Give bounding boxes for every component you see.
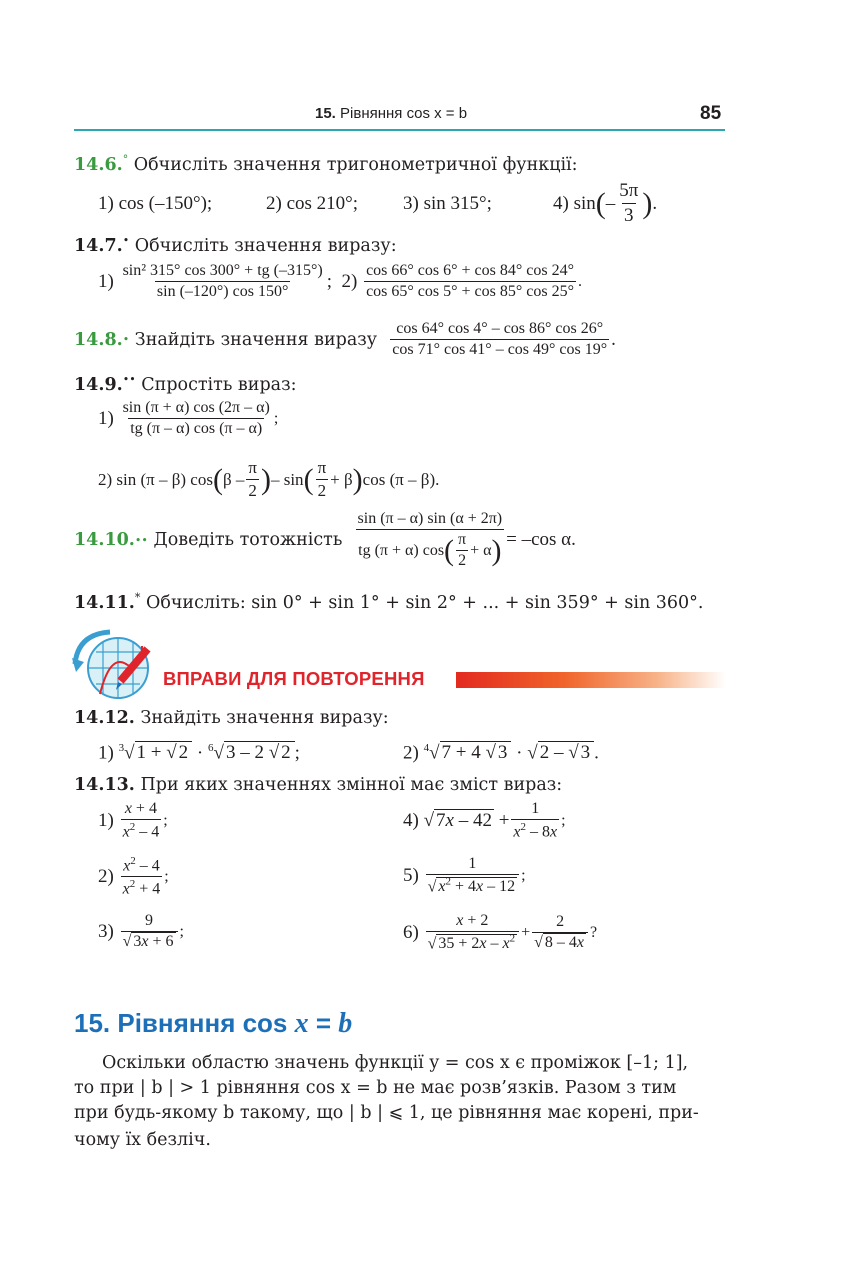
section-15-title: 15. Рівняння cos x = b [74,1008,353,1039]
exercise-14-10: 14.10. •• Доведіть тотожність sin (π – α) sin (α + 2π) tg (π + α) cos ( $\frac{\pi}{2}$ + α ) = –cos α. [74,510,576,569]
exercise-14-13: 14.13. При яких значеннях змінної має зміст вираз: [74,775,563,795]
exercise-globe-icon [70,624,175,704]
ex14-6-item1: 1) cos (–150°); [98,193,213,214]
para-line-1: Оскільки областю значень функції y = cos x є проміжок [–1; 1], [102,1053,689,1073]
para-line-4: чому їх безліч. [74,1130,211,1150]
para-line-2: то при | b | > 1 рівняння cos x = b не має розв’язків. Разом з тим [74,1078,677,1098]
para-line-3: при будь-якому b такому, що | b | ⩽ 1, це рівняння має корені, при- [74,1103,699,1123]
ex14-13-item2: 2) $\frac{x^2 - 4}{x^2 + 4}$ ; [98,855,169,898]
exercise-14-9: 14.9.•• Спростіть вираз: [74,373,297,395]
ex14-13-item5: 5) $\frac{1}{√ x^2 + 4x - 12}$ ; [403,855,526,896]
ex14-13-item4: 4) √ 7x – 42 + $\frac{1}{x^2 - 8x}$ ; [403,800,566,841]
page-number: 85 [700,103,722,124]
exercise-14-7: 14.7.• Обчисліть значення виразу: [74,234,397,256]
ex14-7-items: 1) $\frac{\text{sin² 315° cos 300° + tg (–315°)}}{\sin (-120^\circ) \cos 150^\circ}$ ; 2) $\frac{\cos 66^\circ \cos 6^\circ + \cos 84^\circ \cos 24^\circ}{\cos 65^\circ \cos 5^\circ + \cos 85^\circ \cos 25^\circ}$ . [98,262,582,300]
ex14-6-item4: 4) sin ( – $\frac{5\pi}{3}$ ) . [553,180,658,226]
exercise-14-6: 14.6.° Обчисліть значення тригонометричної функції: [74,153,578,175]
exercise-14-11: 14.11.* Обчисліть: sin 0° + sin 1° + sin 2° + ... + sin 359° + sin 360°. [74,591,704,613]
ex14-9-item1: 1) $\frac{\sin (\pi + \alpha) \cos (2\pi - \alpha)}{tg (\pi - \alpha) \cos (\pi - \alpha)}$ ; [98,399,279,437]
ex14-12-item1: 1) $^3$√ 1 + √ 2 · $^6$√ 3 – 2 √ 2 ; [98,742,300,764]
exercise-14-12: 14.12. Знайдіть значення виразу: [74,708,389,728]
ex14-13-item3: 3) $\frac{9}{√ 3x + 6}$ ; [98,912,184,950]
running-header: 15. Рівняння cos x = b [315,105,468,122]
ex14-6-item3: 3) sin 315°; [403,193,492,214]
ex14-6-item2: 2) cos 210°; [266,193,359,214]
header-rule [74,129,725,131]
repetition-title: ВПРАВИ ДЛЯ ПОВТОРЕННЯ [163,668,425,689]
repetition-bar [456,672,726,688]
ex14-13-item6: 6) $\frac{x + 2}{√ 35 + 2x - x^2}$ + $\frac{2}{√ 8 - 4x}$ ? [403,912,598,953]
ex14-13-item1: 1) $\frac{x + 4}{x^2 - 4}$ ; [98,800,168,841]
exercise-14-8: 14.8. • Знайдіть значення виразу $\frac{\cos 64^\circ \cos 4^\circ - \cos 86^\circ \cos 26^\circ}{\cos 71^\circ \cos 41^\circ - \cos 49^\circ \cos 19^\circ}$ . [74,320,616,358]
ex14-9-item2: 2) sin (π – β) cos ( β – $\frac{\pi}{2}$ ) – sin ( $\frac{\pi}{2}$ + β ) cos (π – β). [98,458,440,500]
ex14-12-item2: 2) $^4$√ 7 + 4 √ 3 · √ 2 – √ 3 . [403,742,599,764]
